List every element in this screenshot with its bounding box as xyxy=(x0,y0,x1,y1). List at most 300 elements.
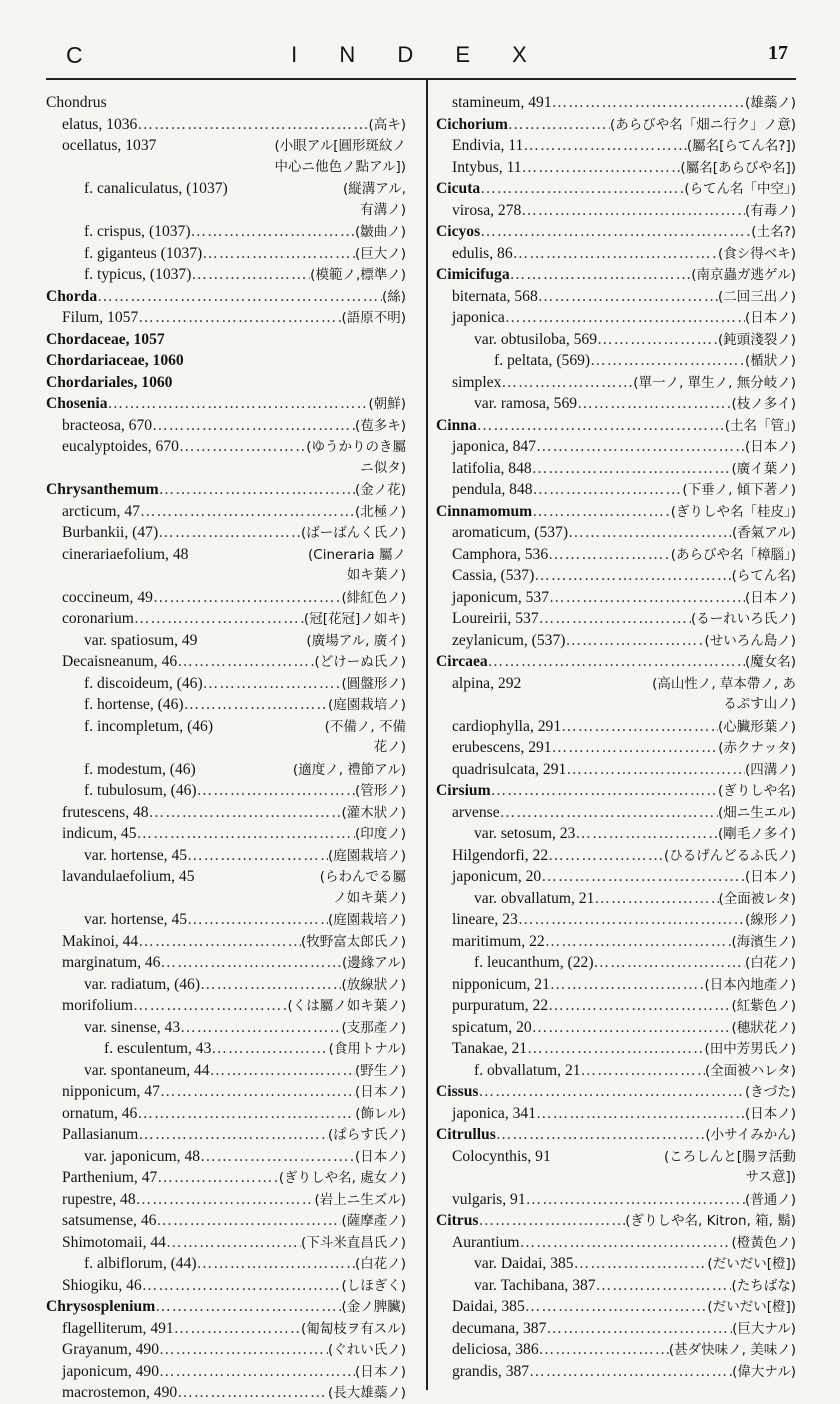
entry-term: alpina, 292 xyxy=(452,674,522,692)
entry-term: Cassia, (537) xyxy=(452,567,535,584)
index-entry xyxy=(46,1081,406,1103)
index-entry xyxy=(436,350,796,372)
leader-dots xyxy=(538,286,718,308)
entry-gloss: (食用トナル) xyxy=(328,1041,406,1057)
entry-term: arcticum, 47 xyxy=(62,502,140,520)
leader-dots xyxy=(138,1124,328,1146)
entry-gloss: (だいだい[橙]) xyxy=(707,1299,796,1315)
index-entry xyxy=(46,286,406,308)
entry-gloss: (廣イ葉ノ) xyxy=(731,460,796,477)
index-entry xyxy=(436,1296,796,1318)
entry-gloss: (偉大ナル) xyxy=(732,1363,796,1380)
entry-gloss: (日本ノ) xyxy=(744,439,796,455)
entry-term: Makinoi, 44 xyxy=(62,932,139,950)
entry-term: var. hortense, 45 xyxy=(84,911,188,928)
entry-term: Aurantium xyxy=(452,1233,520,1251)
leader-dots xyxy=(526,1189,745,1211)
entry-term: Chrysanthemum xyxy=(46,481,159,498)
entry-gloss: (朝鮮) xyxy=(368,396,406,412)
leader-dots xyxy=(187,845,328,867)
entry-gloss: (魔女名) xyxy=(744,654,796,670)
entry-term: Cichorium xyxy=(436,115,508,133)
entry-gloss: (庭園栽培ノ) xyxy=(327,697,406,713)
entry-gloss: (紅紫色ノ) xyxy=(731,998,796,1014)
leader-dots xyxy=(138,307,341,329)
leader-dots xyxy=(548,544,671,566)
entry-gloss: (甚ダ快味ノ, 美味ノ) xyxy=(668,1342,796,1358)
leader-dots xyxy=(155,1296,341,1318)
index-entry xyxy=(436,1339,796,1361)
index-entry xyxy=(436,608,796,630)
entry-gloss: (岩上ニ生ズル) xyxy=(314,1191,406,1208)
entry-gloss: (模範ノ,標準ノ) xyxy=(310,267,406,283)
index-entry xyxy=(46,264,406,286)
index-entry xyxy=(46,608,406,630)
index-entry xyxy=(46,544,406,566)
leader-dots xyxy=(177,1382,328,1404)
entry-gloss: (だいだい[橙]) xyxy=(707,1256,796,1272)
index-entry xyxy=(436,1318,796,1340)
leader-dots xyxy=(184,694,328,716)
entry-gloss: (屬名[らてん名?]) xyxy=(686,138,796,154)
entry-gloss: (くは屬ノ如キ葉ノ) xyxy=(287,998,406,1014)
index-entry xyxy=(436,1146,796,1168)
index-entry xyxy=(436,1189,796,1211)
entry-term: ornatum, 46 xyxy=(62,1104,138,1122)
leader-dots xyxy=(210,1060,355,1082)
entry-term: f. giganteus (1037) xyxy=(84,244,203,262)
leader-dots xyxy=(202,243,355,265)
entry-term: Cicuta xyxy=(436,180,481,197)
entry-term: flagelliterum, 491 xyxy=(62,1319,174,1337)
index-entry-continuation xyxy=(46,200,406,222)
entry-term: Cinna xyxy=(436,416,477,434)
leader-dots xyxy=(159,479,355,501)
index-entry xyxy=(46,780,406,802)
leader-dots xyxy=(211,1038,328,1060)
entry-gloss: (皺曲ノ) xyxy=(354,224,406,240)
entry-term: frutescens, 48 xyxy=(62,803,149,821)
entry-term: var. spatiosum, 49 xyxy=(84,631,198,649)
leader-dots xyxy=(491,780,718,802)
entry-term: edulis, 86 xyxy=(452,244,513,262)
index-entry xyxy=(436,565,796,587)
index-entry xyxy=(436,673,796,695)
index-entry xyxy=(436,888,796,910)
entry-gloss: (ひるげんどるふ氏ノ) xyxy=(663,847,796,864)
entry-gloss: (廣場アル, 廣イ) xyxy=(306,632,406,649)
entry-term: Hilgendorfi, 22 xyxy=(452,846,549,864)
entry-term: Shiogiku, 46 xyxy=(62,1276,142,1294)
leader-dots xyxy=(577,393,731,415)
leader-dots xyxy=(596,1275,732,1297)
entry-term: var. obvallatum, 21 xyxy=(474,889,595,907)
entry-term: Chorda xyxy=(46,287,98,305)
entry-term: f. leucanthum, (22) xyxy=(474,954,594,971)
entry-gloss: (ぎりしや名, Kitron, 箱, 鬍) xyxy=(625,1213,796,1229)
leader-dots xyxy=(140,501,355,523)
entry-term: Camphora, 536 xyxy=(452,545,549,563)
leader-dots xyxy=(590,350,745,372)
index-entry xyxy=(46,1210,406,1232)
entry-gloss: (鈍頭淺裂ノ) xyxy=(717,331,796,348)
entry-gloss: (きづた) xyxy=(744,1084,796,1100)
entry-term: ocellatus, 1037 xyxy=(62,137,157,154)
entry-gloss: (金ノ脾臟) xyxy=(341,1299,406,1315)
entry-gloss: (語原不明) xyxy=(341,310,406,326)
entry-term: Cirsium xyxy=(436,782,491,799)
entry-gloss: 如キ葉ノ) xyxy=(346,567,406,583)
leader-dots xyxy=(539,608,691,630)
index-entry-continuation xyxy=(46,565,406,587)
entry-gloss: (小サイみかん) xyxy=(705,1127,796,1143)
entry-gloss: 花ノ) xyxy=(373,739,406,755)
entry-term: rupestre, 48 xyxy=(62,1190,136,1208)
leader-dots xyxy=(477,415,725,437)
index-entry xyxy=(436,630,796,652)
index-entry xyxy=(436,1081,796,1103)
leader-dots xyxy=(532,501,671,523)
entry-gloss: (北極ノ) xyxy=(354,503,406,520)
leader-dots xyxy=(149,802,342,824)
entry-term: spicatum, 20 xyxy=(452,1018,532,1036)
leader-dots xyxy=(500,802,718,824)
leader-dots xyxy=(97,286,382,308)
index-entry xyxy=(46,1017,406,1039)
leader-dots xyxy=(520,1232,732,1254)
entry-term: Tanakae, 21 xyxy=(452,1040,528,1057)
index-entry xyxy=(46,1296,406,1318)
entry-term: marginatum, 46 xyxy=(62,954,161,971)
leader-dots xyxy=(156,1210,341,1232)
entry-term: Citrullus xyxy=(436,1126,496,1143)
entry-gloss: (ぎりしや名「桂皮」) xyxy=(670,503,796,520)
index-entry xyxy=(436,92,796,114)
index-entry xyxy=(46,243,406,265)
entry-term: aromaticum, (537) xyxy=(452,524,569,541)
entry-gloss: (ぎりしや名, 處女ノ) xyxy=(278,1170,406,1186)
entry-term: Chrysosplenium xyxy=(46,1298,156,1315)
leader-dots xyxy=(478,1210,625,1232)
entry-term: virosa, 278 xyxy=(452,201,522,219)
entry-term: f. typicus, (1037) xyxy=(84,266,192,283)
index-entry xyxy=(46,393,406,415)
entry-term: coccineum, 49 xyxy=(62,588,153,606)
index-entry xyxy=(436,931,796,953)
entry-term: grandis, 387 xyxy=(452,1362,530,1380)
entry-gloss: (らわんでる屬 xyxy=(319,869,406,885)
header-rule xyxy=(46,78,796,80)
entry-gloss: (海濱生ノ) xyxy=(731,933,796,950)
leader-dots xyxy=(552,737,719,759)
leader-dots xyxy=(108,393,369,415)
entry-gloss: (庭園栽培ノ) xyxy=(327,847,406,864)
leader-dots xyxy=(527,1038,704,1060)
index-entry xyxy=(46,415,406,437)
entry-gloss: (雄蘂ノ) xyxy=(744,95,796,111)
leader-dots xyxy=(137,823,355,845)
index-entry xyxy=(46,1275,406,1297)
entry-term: indicum, 45 xyxy=(62,825,137,842)
entry-gloss: (邊緣アル) xyxy=(342,955,406,971)
index-entry xyxy=(46,522,406,544)
index-entry xyxy=(436,200,796,222)
leader-dots xyxy=(529,1361,732,1383)
entry-gloss: (日本ノ) xyxy=(744,310,796,326)
entry-term: Pallasianum xyxy=(62,1126,139,1143)
leader-dots xyxy=(137,114,368,136)
entry-gloss: (ぎりしや名) xyxy=(717,783,796,799)
index-entry xyxy=(436,1124,796,1146)
entry-term: japonica xyxy=(452,309,505,326)
leader-dots xyxy=(521,200,745,222)
entry-gloss: (Cineraria 屬ノ xyxy=(308,546,406,563)
index-entry-continuation xyxy=(46,888,406,910)
entry-term: cinerariaefolium, 48 xyxy=(62,545,189,563)
leader-dots xyxy=(545,931,732,953)
entry-term: var. Tachibana, 387 xyxy=(474,1276,596,1294)
entry-term: bracteosa, 670 xyxy=(62,416,153,434)
entry-term: var. sinense, 43 xyxy=(84,1018,181,1036)
entry-gloss: (長大雄蘂ノ) xyxy=(327,1385,406,1401)
entry-term: Endivia, 11 xyxy=(452,137,524,154)
entry-gloss: (ころしんと[腸ヲ活動 xyxy=(663,1148,796,1165)
leader-dots xyxy=(177,651,314,673)
entry-gloss: (あらびや名「樟腦」) xyxy=(670,546,796,563)
entry-term: simplex xyxy=(452,373,502,391)
entry-term: nipponicum, 21 xyxy=(452,975,550,993)
leader-dots xyxy=(574,1253,708,1275)
leader-dots xyxy=(565,630,704,652)
entry-gloss: (ばーばんく氏ノ) xyxy=(300,525,406,541)
entry-gloss: (らてん名「中空」) xyxy=(684,181,796,197)
leader-dots xyxy=(550,974,705,996)
entry-gloss: (日本ノ) xyxy=(744,589,796,606)
leader-dots xyxy=(548,845,664,867)
entry-gloss: (全面被ハレタ) xyxy=(705,1062,796,1079)
entry-term: satsumense, 46 xyxy=(62,1212,157,1229)
entry-term: Citrus xyxy=(436,1212,479,1229)
leader-dots xyxy=(191,221,355,243)
leader-dots xyxy=(138,931,301,953)
index-entry xyxy=(436,178,796,200)
leader-dots xyxy=(594,952,745,974)
leader-dots xyxy=(518,909,745,931)
leader-dots xyxy=(159,1361,355,1383)
entry-gloss: (畑ニ生エル) xyxy=(717,804,796,821)
index-entry xyxy=(436,329,796,351)
leader-dots xyxy=(522,157,681,179)
index-entry xyxy=(436,1210,796,1232)
entry-term: Cicyos xyxy=(436,223,481,240)
index-entry xyxy=(46,1103,406,1125)
index-entry xyxy=(46,221,406,243)
entry-gloss: (下斗米直昌氏ノ) xyxy=(300,1234,406,1251)
entry-gloss: (枝ノ多イ) xyxy=(731,396,796,412)
entry-term: japonicum, 537 xyxy=(452,588,550,606)
index-entry xyxy=(46,1382,406,1404)
entry-term: Circaea xyxy=(436,653,488,670)
entry-term: lavandulaefolium, 45 xyxy=(62,868,195,885)
index-entry xyxy=(436,479,796,501)
leader-dots xyxy=(191,264,310,286)
entry-term: maritimum, 22 xyxy=(452,932,545,950)
entry-term: Cinnamomum xyxy=(436,502,533,520)
entry-gloss: (管形ノ) xyxy=(354,783,406,799)
index-entry xyxy=(436,264,796,286)
entry-term: f. esculentum, 43 xyxy=(104,1040,212,1057)
entry-term: Decaisneanum, 46 xyxy=(62,653,178,670)
index-entry xyxy=(46,92,406,114)
entry-gloss: (小眼アル[圓形斑紋ノ xyxy=(274,138,406,154)
page-header xyxy=(46,40,790,74)
leader-dots xyxy=(536,436,745,458)
page-title: I N D E X xyxy=(291,42,545,67)
index-entry xyxy=(46,931,406,953)
index-entry xyxy=(436,1232,796,1254)
entry-term: f. canaliculatus, (1037) xyxy=(84,180,228,197)
leader-dots xyxy=(480,178,684,200)
leader-dots xyxy=(160,952,342,974)
leader-dots xyxy=(166,1232,301,1254)
index-entry xyxy=(46,630,406,652)
index-entry xyxy=(436,1017,796,1039)
leader-dots xyxy=(546,1318,732,1340)
entry-term: Colocynthis, 91 xyxy=(452,1147,551,1165)
index-entry xyxy=(436,1060,796,1082)
entry-term: nipponicum, 47 xyxy=(62,1083,160,1100)
entry-gloss: (食シ得ベキ) xyxy=(717,245,796,262)
leader-dots xyxy=(523,135,687,157)
entry-gloss: (緋紅色ノ) xyxy=(341,589,406,606)
section-letter: C xyxy=(66,42,83,68)
index-entry xyxy=(46,759,406,781)
entry-gloss: (縦溝アル, xyxy=(342,181,406,197)
leader-dots xyxy=(568,522,732,544)
entry-gloss: 中心ニ他色ノ點アル]) xyxy=(274,158,406,175)
entry-term: coronarium xyxy=(62,610,134,627)
index-entry xyxy=(436,221,796,243)
entry-gloss: (匍匐枝ヲ有スル) xyxy=(300,1320,406,1337)
entry-gloss: (香氣アル) xyxy=(732,525,796,541)
entry-term: japonicum, 490 xyxy=(62,1362,160,1380)
leader-dots xyxy=(153,587,342,609)
entry-gloss: (下垂ノ, 傾下著ノ) xyxy=(682,482,796,498)
entry-term: f. incompletum, (46) xyxy=(84,717,214,735)
index-entry xyxy=(46,501,406,523)
entry-term: f. obvallatum, 21 xyxy=(474,1061,581,1079)
entry-gloss: ニ似タ) xyxy=(360,459,406,476)
leader-dots xyxy=(536,1103,745,1125)
entry-term: deliciosa, 386 xyxy=(452,1341,539,1358)
entry-term: var. radiatum, (46) xyxy=(84,975,201,993)
leader-dots xyxy=(549,587,745,609)
entry-term: var. ramosa, 569 xyxy=(474,395,578,412)
entry-term: Filum, 1057 xyxy=(62,309,139,326)
leader-dots xyxy=(532,1017,732,1039)
leader-dots xyxy=(505,307,745,329)
entry-term: var. setosum, 23 xyxy=(474,825,576,842)
leader-dots xyxy=(533,479,683,501)
entry-gloss: (支那產ノ) xyxy=(341,1019,406,1036)
entry-term: quadrisulcata, 291 xyxy=(452,760,567,778)
index-entry xyxy=(436,522,796,544)
entry-gloss: (苞多キ) xyxy=(354,417,406,434)
entry-gloss: (ぱらす氏ノ) xyxy=(327,1127,406,1143)
index-entry xyxy=(46,995,406,1017)
entry-gloss: サス意]) xyxy=(745,1169,796,1185)
index-entry xyxy=(46,1146,406,1168)
leader-dots xyxy=(200,1146,355,1168)
entry-term: f. albiflorum, (44) xyxy=(84,1255,197,1272)
index-entry xyxy=(46,1318,406,1340)
entry-term: arvense xyxy=(452,803,500,821)
entry-term: var. Daidai, 385 xyxy=(474,1255,574,1272)
index-entry xyxy=(436,393,796,415)
index-entry xyxy=(46,716,406,738)
column-divider xyxy=(426,80,428,1390)
entry-gloss: (橙黃色ノ) xyxy=(731,1234,796,1251)
entry-term: pendula, 848 xyxy=(452,481,533,498)
entry-term: f. modestum, (46) xyxy=(84,760,196,778)
index-entry xyxy=(46,329,406,351)
leader-dots xyxy=(187,909,328,931)
leader-dots xyxy=(581,1060,705,1082)
leader-dots xyxy=(548,995,731,1017)
entry-gloss: (るーれいろ氏ノ) xyxy=(690,611,796,627)
index-entry xyxy=(46,1253,406,1275)
entry-gloss: るぷす山ノ) xyxy=(723,696,796,712)
leader-dots xyxy=(496,1124,706,1146)
entry-gloss: (金ノ花) xyxy=(354,482,406,498)
entry-term: Chordariaceae, 1060 xyxy=(46,352,184,369)
index-entry xyxy=(436,759,796,781)
leader-dots xyxy=(142,1275,342,1297)
index-entry xyxy=(436,1361,796,1383)
leader-dots xyxy=(561,716,718,738)
entry-term: Shimotomaii, 44 xyxy=(62,1233,166,1251)
entry-gloss: (しほぎく) xyxy=(341,1277,406,1294)
entry-term: Chosenia xyxy=(46,395,108,412)
index-entry xyxy=(46,587,406,609)
entry-gloss: (屬名[あらびや名]) xyxy=(680,159,796,176)
leader-dots xyxy=(488,651,745,673)
index-entry xyxy=(436,135,796,157)
index-entry xyxy=(436,458,796,480)
leader-dots xyxy=(158,522,301,544)
entry-gloss: (庭園栽培ノ) xyxy=(327,912,406,928)
entry-gloss: ノ如キ葉ノ) xyxy=(333,889,406,906)
index-entry xyxy=(436,651,796,673)
index-entry xyxy=(46,436,406,458)
index-entry xyxy=(436,974,796,996)
leader-dots xyxy=(552,92,745,114)
entry-gloss: (巨大ノ) xyxy=(354,245,406,262)
entry-gloss: (不備ノ, 不備 xyxy=(324,718,406,735)
entry-gloss: (心臟形葉ノ) xyxy=(717,718,796,735)
leader-dots xyxy=(133,995,287,1017)
entry-gloss: (圓盤形ノ) xyxy=(341,675,406,692)
index-entry xyxy=(46,866,406,888)
leader-dots xyxy=(478,1081,744,1103)
entry-term: japonica, 341 xyxy=(452,1104,537,1122)
entry-gloss: (日本ノ) xyxy=(354,1148,406,1165)
index-entry xyxy=(436,307,796,329)
leader-dots xyxy=(501,372,633,394)
entry-gloss: (適度ノ, 禮節アル) xyxy=(292,761,406,778)
leader-dots xyxy=(157,1167,279,1189)
index-entry xyxy=(46,1232,406,1254)
